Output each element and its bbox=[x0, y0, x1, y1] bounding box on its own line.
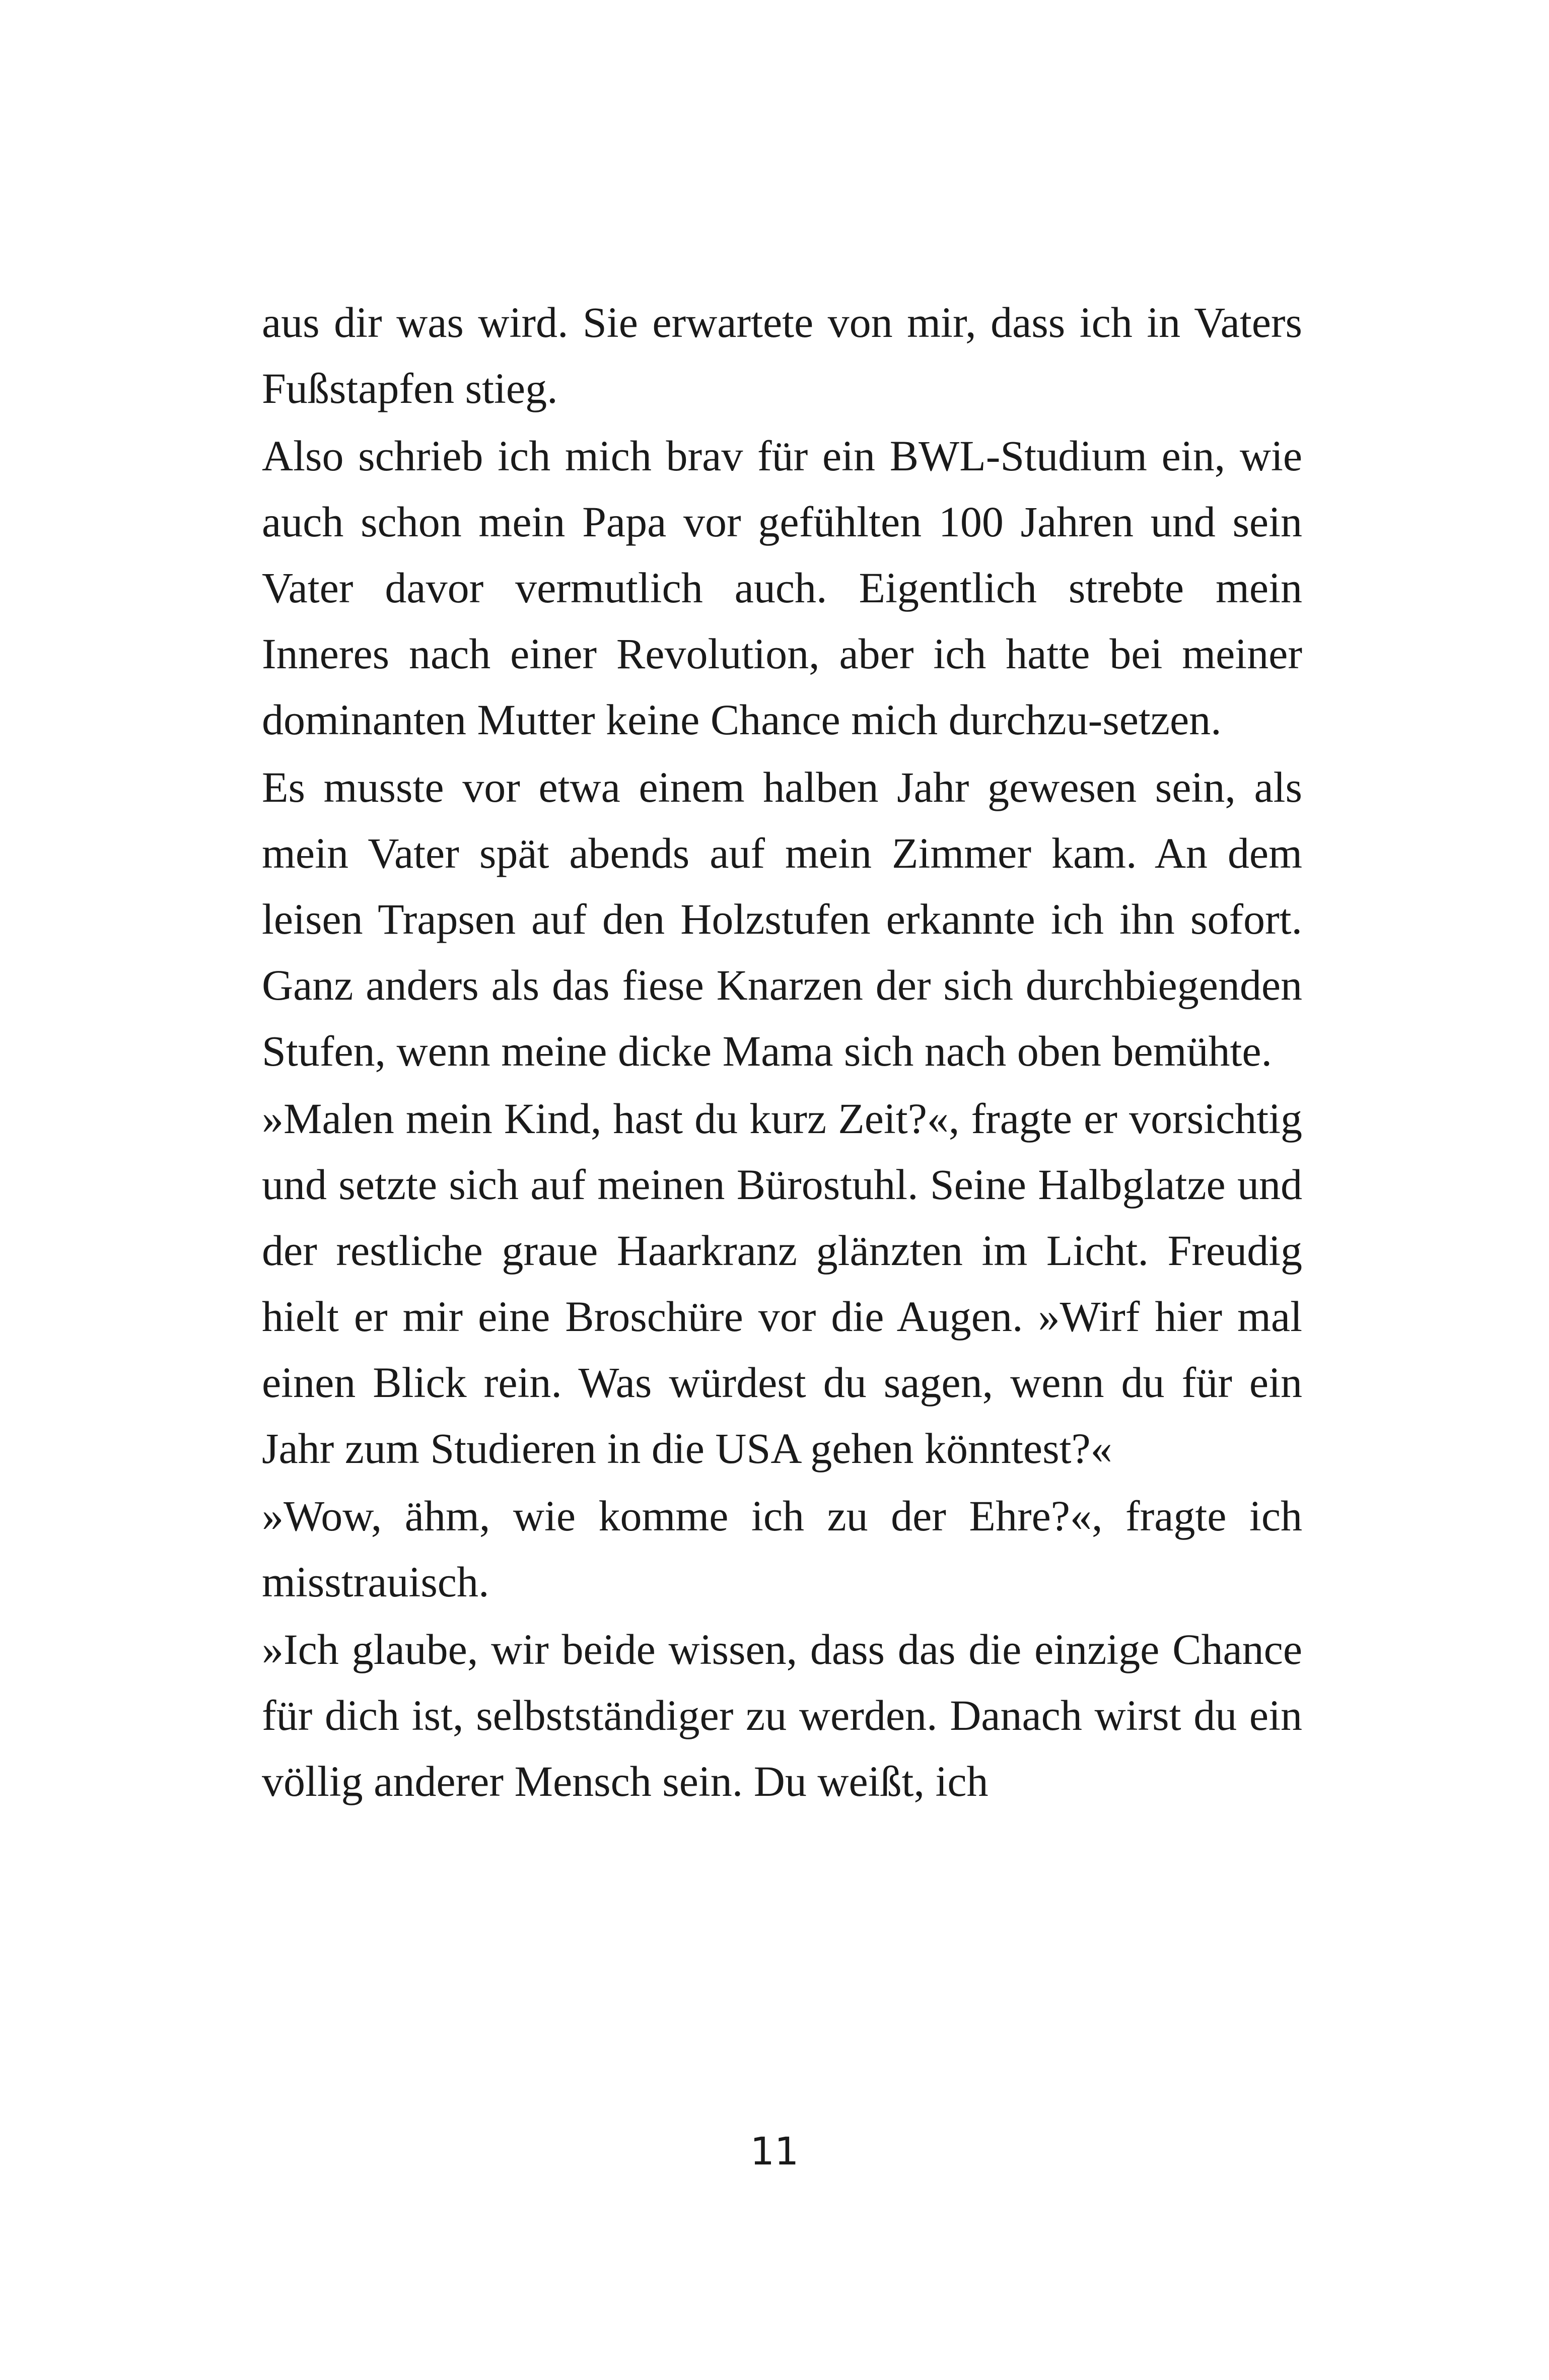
page-number: 11 bbox=[750, 2129, 799, 2174]
paragraph-4: »Malen mein Kind, hast du kurz Zeit?«, fragte er vorsichtig und setzte sich auf meinen Bürostuhl. Seine Halbglatze und der restliche graue Haarkranz glänzten im Licht. Freudig hielt er mir eine Broschüre vor die Augen. »Wirf hier mal einen Blick rein. Was würdest du sagen, wenn du für ein Jahr zum Studieren in die USA gehen könntest?« bbox=[262, 1094, 1302, 1473]
paragraph-5: »Wow, ähm, wie komme ich zu der Ehre?«, fragte ich misstrauisch. bbox=[262, 1492, 1302, 1606]
paragraph-1: aus dir was wird. Sie erwartete von mir, dass ich in Vaters Fußstapfen stieg. bbox=[262, 298, 1302, 412]
body-text bbox=[262, 290, 1302, 1816]
paragraph-3: Es musste vor etwa einem halben Jahr gewesen sein, als mein Vater spät abends auf mein Zimmer kam. An dem leisen Trapsen auf den Holzstufen erkannte ich ihn sofort. Ganz anders als das fiese Knarzen der sich durchbiegenden Stufen, wenn meine dicke Mama sich nach oben bemühte. bbox=[262, 763, 1302, 1075]
paragraph-2: Also schrieb ich mich brav für ein BWL-Studium ein, wie auch schon mein Papa vor gefühlten 100 Jahren und sein Vater davor vermutlich auch. Eigentlich strebte mein Inneres nach einer Revolution, aber ich hatte bei meiner dominanten Mutter keine Chance mich durchzu-setzen. bbox=[262, 432, 1302, 744]
paragraph-6: »Ich glaube, wir beide wissen, dass das die einzige Chance für dich ist, selbstständiger zu werden. Danach wirst du ein völlig anderer Mensch sein. Du weißt, ich bbox=[262, 1625, 1302, 1805]
